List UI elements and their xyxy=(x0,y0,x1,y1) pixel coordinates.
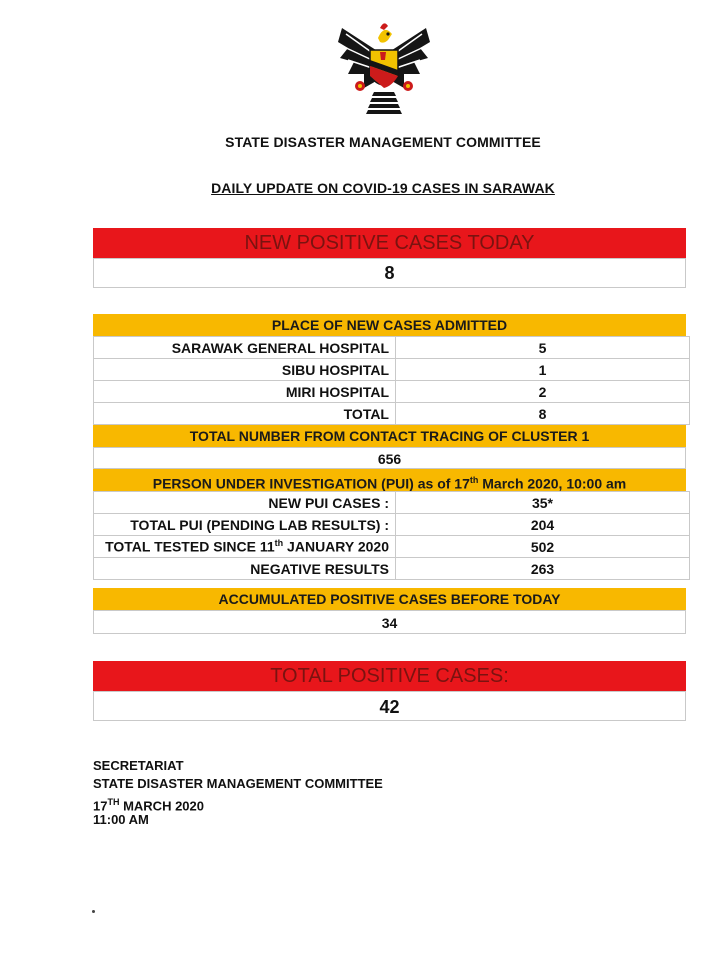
hospital-label: SIBU HOSPITAL xyxy=(94,359,396,381)
new-cases-heading: NEW POSITIVE CASES TODAY xyxy=(93,228,686,258)
total-cases-heading: TOTAL POSITIVE CASES: xyxy=(93,661,686,691)
total-cases-value: 42 xyxy=(93,691,686,721)
table-row xyxy=(94,403,690,425)
pui-label-sup: th xyxy=(274,538,284,549)
pui-label: NEGATIVE RESULTS xyxy=(94,558,396,580)
pui-value: 502 xyxy=(396,536,690,558)
organization-title: STATE DISASTER MANAGEMENT COMMITTEE xyxy=(225,134,541,150)
pui-label: NEW PUI CASES : xyxy=(94,492,396,514)
pui-value: 35* xyxy=(396,492,690,514)
hospital-label: SARAWAK GENERAL HOSPITAL xyxy=(94,337,396,359)
total-label: TOTAL xyxy=(94,403,396,425)
pui-label-date: JANUARY 2020 xyxy=(283,538,389,555)
footer-committee: STATE DISASTER MANAGEMENT COMMITTEE xyxy=(93,776,383,791)
pui-table xyxy=(93,491,690,580)
pui-heading-date: March 2020, 10:00 am xyxy=(478,475,627,492)
pui-label-text: TOTAL TESTED SINCE 11 xyxy=(105,538,275,555)
footer-date-sup: TH xyxy=(107,797,120,807)
pui-heading xyxy=(93,469,686,491)
cluster-heading: TOTAL NUMBER FROM CONTACT TRACING OF CLUSTER 1 xyxy=(93,425,686,447)
sarawak-coat-of-arms-icon xyxy=(334,14,434,118)
table-row xyxy=(94,359,690,381)
pui-value: 204 xyxy=(396,514,690,536)
document-title xyxy=(20,180,726,196)
pui-heading-sup: th xyxy=(469,475,479,485)
pui-label: TOTAL PUI (PENDING LAB RESULTS) : xyxy=(94,514,396,536)
place-admitted-table xyxy=(93,336,690,425)
accumulated-heading: ACCUMULATED POSITIVE CASES BEFORE TODAY xyxy=(93,588,686,610)
footer-date-month: MARCH 2020 xyxy=(119,798,204,814)
total-count: 8 xyxy=(396,403,690,425)
hospital-count: 1 xyxy=(396,359,690,381)
table-row xyxy=(94,381,690,403)
accumulated-value: 34 xyxy=(93,610,686,634)
pui-value: 263 xyxy=(396,558,690,580)
table-row xyxy=(94,337,690,359)
pui-heading-text: PERSON UNDER INVESTIGATION (PUI) as of 17 xyxy=(152,475,470,492)
cluster-value: 656 xyxy=(93,447,686,469)
document-title-text: DAILY UPDATE ON COVID-19 CASES IN SARAWAK xyxy=(211,180,555,196)
table-row xyxy=(94,514,690,536)
new-cases-value: 8 xyxy=(93,258,686,288)
footer-date-day: 17 xyxy=(93,798,108,814)
hospital-count: 5 xyxy=(396,337,690,359)
stray-dot xyxy=(92,910,95,913)
table-row xyxy=(94,536,690,558)
table-row xyxy=(94,558,690,580)
pui-label xyxy=(94,536,396,558)
footer-secretariat: SECRETARIAT xyxy=(93,758,184,773)
footer-time: 11:00 AM xyxy=(93,812,149,827)
hospital-label: MIRI HOSPITAL xyxy=(94,381,396,403)
place-admitted-heading: PLACE OF NEW CASES ADMITTED xyxy=(93,314,686,336)
table-row xyxy=(94,492,690,514)
hospital-count: 2 xyxy=(396,381,690,403)
